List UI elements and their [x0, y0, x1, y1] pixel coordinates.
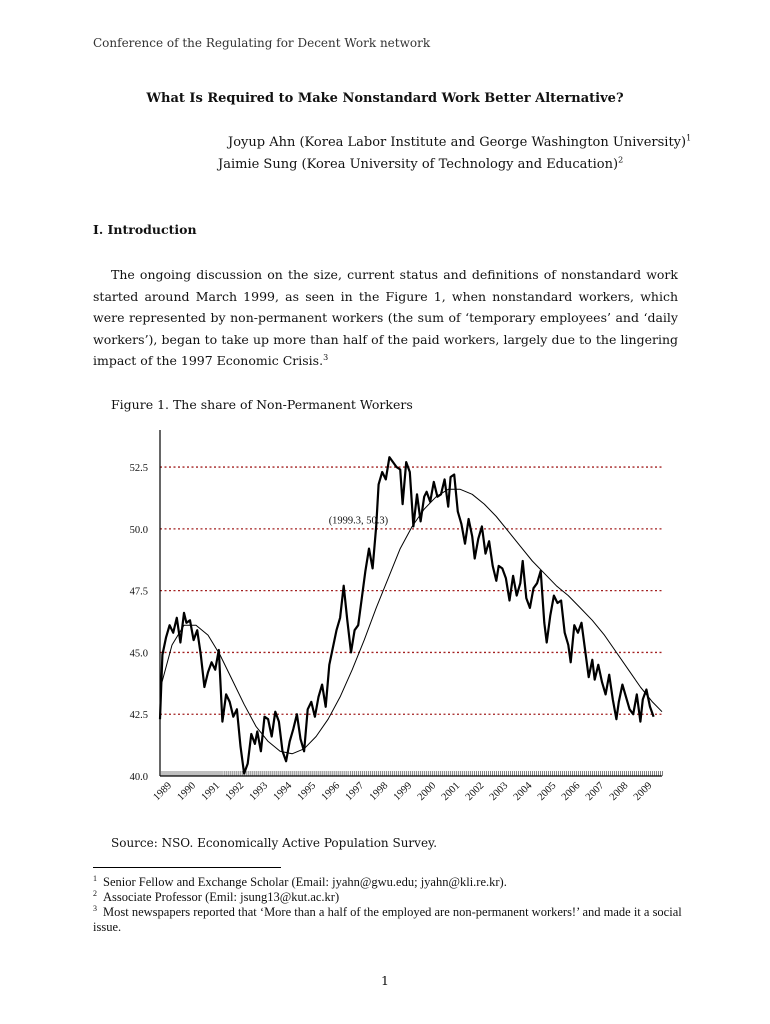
series-line-share [160, 457, 654, 773]
y-tick-label-42.5: 42.5 [129, 710, 148, 722]
x-tick-label-1989: 1989 [151, 780, 175, 803]
figure-source: Source: NSO. Economically Active Population Survey. [111, 836, 438, 850]
x-tick-label-1996: 1996 [319, 780, 343, 803]
footnote-3 [93, 905, 683, 935]
series-layer [160, 457, 662, 773]
author-1-footnote-mark: 1 [686, 133, 692, 143]
annotation-label: (1999.3, 50.3) [328, 515, 389, 527]
x-tick-label-2001: 2001 [439, 780, 463, 803]
x-tick-label-1997: 1997 [343, 780, 367, 803]
paragraph-footnote-mark: 3 [323, 352, 329, 362]
y-tick-label-52.5: 52.5 [129, 463, 148, 475]
x-tick-label-2003: 2003 [487, 780, 511, 803]
x-tick-label-1992: 1992 [223, 780, 247, 803]
label-layer [130, 463, 655, 803]
intro-paragraph [93, 264, 678, 372]
x-tick-label-1999: 1999 [391, 780, 415, 803]
x-tick-label-1991: 1991 [199, 780, 223, 803]
section-heading: I. Introduction [93, 222, 197, 237]
figure-caption: Figure 1. The share of Non-Permanent Workers [111, 397, 413, 412]
x-tick-label-2000: 2000 [415, 780, 439, 803]
footnote-3-mark: 3 [93, 903, 97, 913]
footnote-1-text: Senior Fellow and Exchange Scholar (Email: jyahn@gwu.edu; jyahn@kli.re.kr). [103, 875, 507, 889]
y-tick-label-40.0: 40.0 [129, 772, 148, 783]
footnote-2-text: Associate Professor (Emil: jsung13@kut.ac.kr) [103, 890, 340, 904]
x-tick-label-2007: 2007 [583, 780, 607, 803]
author-2 [218, 157, 623, 172]
x-tick-label-1993: 1993 [247, 780, 271, 803]
footnote-2-mark: 2 [93, 888, 97, 898]
footnote-divider [93, 867, 281, 868]
author-1-name: Joyup Ahn (Korea Labor Institute and George Washington University) [228, 135, 687, 150]
line-chart [90, 420, 680, 832]
x-tick-label-2005: 2005 [535, 780, 559, 803]
x-tick-label-1998: 1998 [367, 780, 391, 803]
footnotes [93, 875, 683, 935]
author-2-name: Jaimie Sung (Korea University of Technology and Education) [218, 157, 619, 172]
x-tick-label-1994: 1994 [271, 780, 295, 803]
author-2-footnote-mark: 2 [618, 155, 624, 165]
footnote-2 [93, 890, 683, 905]
footnote-1 [93, 875, 683, 890]
x-tick-label-2008: 2008 [607, 780, 631, 803]
paper-title: What Is Required to Make Nonstandard Work Better Alternative? [146, 91, 624, 106]
intro-paragraph-text: The ongoing discussion on the size, current status and definitions of nonstandard work started around March 1999, as seen in the Figure 1, when nonstandard workers, which were represented by non-permanent workers (the sum of ‘temporary employees’ and ‘daily workers’), began to take up more than half of the paid workers, largely due to the lingering impact of the 1997 Economic Crisis. [93, 267, 678, 368]
y-tick-label-45.0: 45.0 [129, 648, 148, 660]
y-tick-label-50.0: 50.0 [129, 524, 148, 536]
x-tick-label-2004: 2004 [511, 780, 535, 803]
x-tick-label-2006: 2006 [559, 780, 583, 803]
running-head: Conference of the Regulating for Decent Work network [93, 36, 431, 50]
x-tick-label-1995: 1995 [295, 780, 319, 803]
page-number: 1 [381, 973, 389, 988]
author-1 [228, 135, 691, 150]
footnote-1-mark: 1 [93, 873, 97, 883]
footnote-3-text: Most newspapers reported that ‘More than a half of the employed are non-permanent workers!’ and made it a social issue. [93, 905, 682, 934]
y-tick-label-47.5: 47.5 [129, 586, 148, 598]
x-tick-label-2002: 2002 [463, 780, 487, 803]
x-axis-minor-ticks [160, 771, 662, 776]
x-tick-label-2009: 2009 [631, 780, 655, 803]
x-tick-label-1990: 1990 [175, 780, 199, 803]
